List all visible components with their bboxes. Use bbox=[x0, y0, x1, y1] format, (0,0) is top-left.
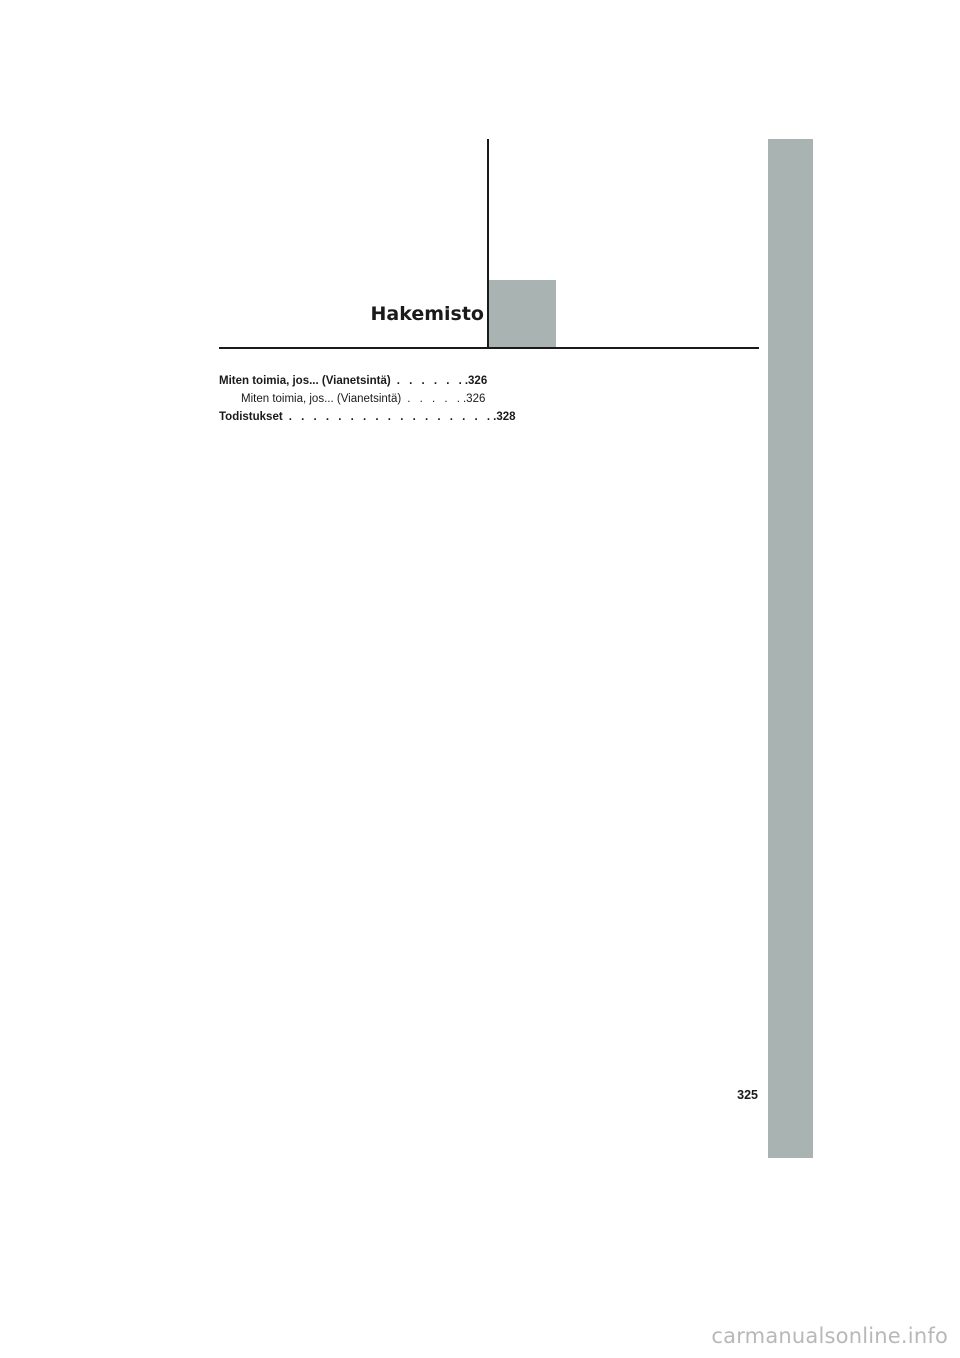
watermark: carmanualsonline.info bbox=[711, 1324, 948, 1348]
toc-entry-page: .326 bbox=[464, 375, 488, 387]
toc-entry[interactable] bbox=[219, 408, 516, 426]
toc-entry[interactable] bbox=[219, 372, 488, 390]
toc-entry-leader: . . . . . . bbox=[396, 375, 465, 387]
toc-entry-page: .328 bbox=[493, 411, 516, 423]
toc-subentry-page: .326 bbox=[462, 393, 486, 405]
page-number: 325 bbox=[737, 1088, 758, 1102]
table-of-contents bbox=[219, 372, 516, 426]
toc-subentry-label: Miten toimia, jos... (Vianetsintä) bbox=[241, 393, 402, 405]
toc-entry-leader: . . . . . . . . . . . . . . . . . bbox=[288, 411, 494, 423]
toc-subentry[interactable] bbox=[219, 390, 486, 408]
toc-entry-label: Todistukset bbox=[219, 411, 283, 423]
toc-subentry-leader: . . . . . bbox=[407, 393, 463, 405]
horizontal-divider bbox=[219, 347, 759, 349]
side-chapter-tab bbox=[768, 139, 813, 1158]
section-title: Hakemisto bbox=[370, 303, 484, 325]
section-title-block bbox=[489, 280, 556, 348]
toc-entry-label: Miten toimia, jos... (Vianetsintä) bbox=[219, 375, 391, 387]
